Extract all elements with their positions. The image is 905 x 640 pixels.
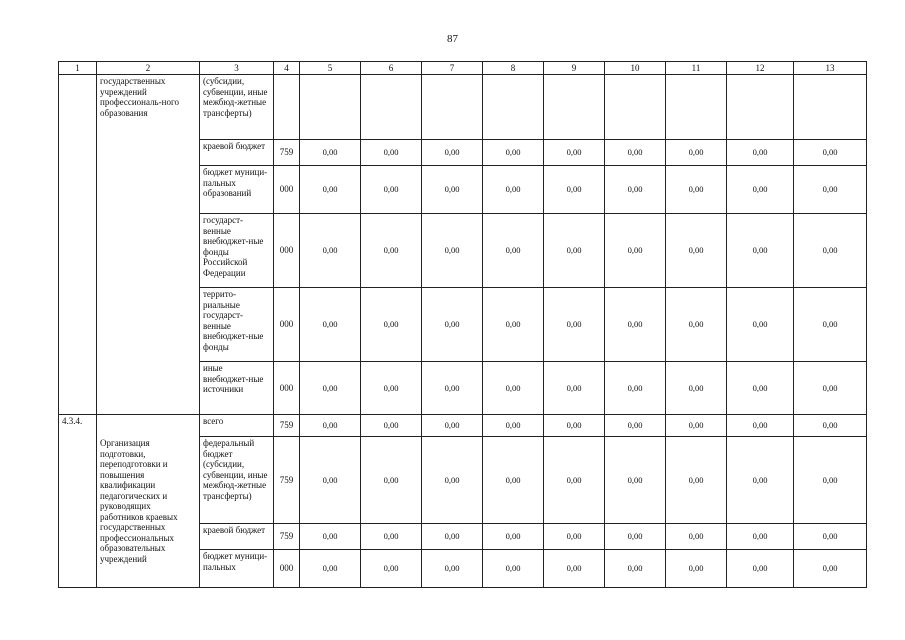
- value-cell: 0,00: [483, 524, 544, 550]
- value-cell: 0,00: [666, 437, 727, 524]
- value-cell: 0,00: [483, 437, 544, 524]
- value-cell: 0,00: [544, 550, 605, 588]
- value-cell: 0,00: [727, 140, 794, 166]
- value-cell: 0,00: [483, 288, 544, 362]
- value-cell: 0,00: [300, 166, 361, 214]
- budget-table: [58, 61, 867, 588]
- value-cell: 0,00: [727, 550, 794, 588]
- value-cell: 0,00: [794, 524, 867, 550]
- value-cell: 0,00: [361, 140, 422, 166]
- value-cell: 0,00: [605, 288, 666, 362]
- value-cell: 0,00: [361, 288, 422, 362]
- value-cell: 0,00: [727, 214, 794, 288]
- col-header: 13: [794, 62, 867, 75]
- value-cell: 0,00: [544, 437, 605, 524]
- value-cell: 0,00: [361, 550, 422, 588]
- value-cell: 0,00: [727, 415, 794, 437]
- code-cell: 759: [274, 524, 300, 550]
- funding-source-cell: бюджет муници-пальных образований: [200, 166, 274, 214]
- value-cell: 0,00: [361, 415, 422, 437]
- col-header: 7: [422, 62, 483, 75]
- col-header: 5: [300, 62, 361, 75]
- value-cell: [300, 75, 361, 140]
- value-cell: 0,00: [300, 437, 361, 524]
- activity-name-cell: Организация подготовки, переподготовки и повышения квалификации педагогических и руководящих работников краевых государственных профессиональных образовательных учреждений: [97, 415, 200, 588]
- code-cell: 000: [274, 362, 300, 415]
- value-cell: 0,00: [544, 362, 605, 415]
- value-cell: 0,00: [361, 524, 422, 550]
- col-header: 6: [361, 62, 422, 75]
- value-cell: 0,00: [727, 437, 794, 524]
- value-cell: 0,00: [361, 166, 422, 214]
- value-cell: 0,00: [483, 214, 544, 288]
- col-header: 2: [97, 62, 200, 75]
- value-cell: 0,00: [605, 362, 666, 415]
- value-cell: [483, 75, 544, 140]
- value-cell: 0,00: [794, 166, 867, 214]
- code-cell: 000: [274, 288, 300, 362]
- value-cell: 0,00: [666, 415, 727, 437]
- value-cell: 0,00: [422, 288, 483, 362]
- value-cell: 0,00: [727, 524, 794, 550]
- value-cell: [727, 75, 794, 140]
- value-cell: 0,00: [544, 288, 605, 362]
- value-cell: 0,00: [794, 288, 867, 362]
- value-cell: 0,00: [544, 166, 605, 214]
- value-cell: 0,00: [666, 140, 727, 166]
- value-cell: [422, 75, 483, 140]
- code-cell: 759: [274, 437, 300, 524]
- col-header: 3: [200, 62, 274, 75]
- value-cell: 0,00: [361, 437, 422, 524]
- value-cell: 0,00: [422, 550, 483, 588]
- value-cell: 0,00: [605, 214, 666, 288]
- value-cell: 0,00: [422, 437, 483, 524]
- page-number: 87: [447, 33, 458, 45]
- table-row: [59, 75, 867, 140]
- value-cell: 0,00: [666, 362, 727, 415]
- value-cell: 0,00: [605, 140, 666, 166]
- col-header: 8: [483, 62, 544, 75]
- col-header: 9: [544, 62, 605, 75]
- value-cell: [361, 75, 422, 140]
- value-cell: 0,00: [794, 550, 867, 588]
- code-cell: [274, 75, 300, 140]
- code-cell: 000: [274, 214, 300, 288]
- funding-source-cell: федеральный бюджет (субсидии, субвенции, иные межбюд-жетные трансферты): [200, 437, 274, 524]
- value-cell: 0,00: [422, 166, 483, 214]
- value-cell: [666, 75, 727, 140]
- value-cell: 0,00: [300, 415, 361, 437]
- value-cell: 0,00: [483, 140, 544, 166]
- code-cell: 000: [274, 550, 300, 588]
- value-cell: 0,00: [300, 550, 361, 588]
- value-cell: 0,00: [544, 415, 605, 437]
- value-cell: 0,00: [605, 550, 666, 588]
- value-cell: 0,00: [544, 524, 605, 550]
- value-cell: 0,00: [422, 140, 483, 166]
- activity-name-cell: государственных учреждений профессиональ-ного образования: [97, 75, 200, 415]
- value-cell: [605, 75, 666, 140]
- value-cell: 0,00: [544, 140, 605, 166]
- funding-source-cell: государст-венные внебюджет-ные фонды Российской Федерации: [200, 214, 274, 288]
- col-header: 11: [666, 62, 727, 75]
- funding-source-cell: всего: [200, 415, 274, 437]
- value-cell: 0,00: [483, 362, 544, 415]
- funding-source-cell: краевой бюджет: [200, 140, 274, 166]
- value-cell: 0,00: [666, 524, 727, 550]
- value-cell: 0,00: [483, 415, 544, 437]
- value-cell: [544, 75, 605, 140]
- value-cell: 0,00: [794, 415, 867, 437]
- table-row: [59, 415, 867, 437]
- value-cell: 0,00: [300, 362, 361, 415]
- value-cell: 0,00: [544, 214, 605, 288]
- value-cell: 0,00: [422, 214, 483, 288]
- value-cell: 0,00: [605, 437, 666, 524]
- funding-source-cell: террито-риальные государст-венные внебюджет-ные фонды: [200, 288, 274, 362]
- funding-source-cell: иные внебюджет-ные источники: [200, 362, 274, 415]
- col-header: 1: [59, 62, 97, 75]
- value-cell: 0,00: [483, 166, 544, 214]
- item-number-cell: [59, 75, 97, 415]
- value-cell: 0,00: [666, 288, 727, 362]
- value-cell: 0,00: [300, 214, 361, 288]
- value-cell: 0,00: [666, 550, 727, 588]
- code-cell: 000: [274, 166, 300, 214]
- value-cell: 0,00: [727, 362, 794, 415]
- value-cell: 0,00: [300, 140, 361, 166]
- value-cell: 0,00: [605, 166, 666, 214]
- code-cell: 759: [274, 140, 300, 166]
- value-cell: 0,00: [794, 437, 867, 524]
- value-cell: 0,00: [422, 415, 483, 437]
- code-cell: 759: [274, 415, 300, 437]
- value-cell: 0,00: [727, 288, 794, 362]
- value-cell: 0,00: [361, 362, 422, 415]
- value-cell: 0,00: [666, 166, 727, 214]
- value-cell: 0,00: [794, 140, 867, 166]
- value-cell: 0,00: [422, 524, 483, 550]
- funding-source-cell: (субсидии, субвенции, иные межбюд-жетные трансферты): [200, 75, 274, 140]
- col-header: 12: [727, 62, 794, 75]
- funding-source-cell: краевой бюджет: [200, 524, 274, 550]
- value-cell: 0,00: [727, 166, 794, 214]
- col-header: 4: [274, 62, 300, 75]
- col-header: 10: [605, 62, 666, 75]
- value-cell: 0,00: [483, 550, 544, 588]
- item-number-cell: 4.3.4.: [59, 415, 97, 588]
- value-cell: 0,00: [605, 415, 666, 437]
- value-cell: 0,00: [300, 288, 361, 362]
- value-cell: 0,00: [794, 214, 867, 288]
- value-cell: 0,00: [794, 362, 867, 415]
- value-cell: [794, 75, 867, 140]
- header-row: [59, 62, 867, 75]
- value-cell: 0,00: [422, 362, 483, 415]
- value-cell: 0,00: [666, 214, 727, 288]
- funding-source-cell: бюджет муници-пальных: [200, 550, 274, 588]
- value-cell: 0,00: [300, 524, 361, 550]
- value-cell: 0,00: [361, 214, 422, 288]
- value-cell: 0,00: [605, 524, 666, 550]
